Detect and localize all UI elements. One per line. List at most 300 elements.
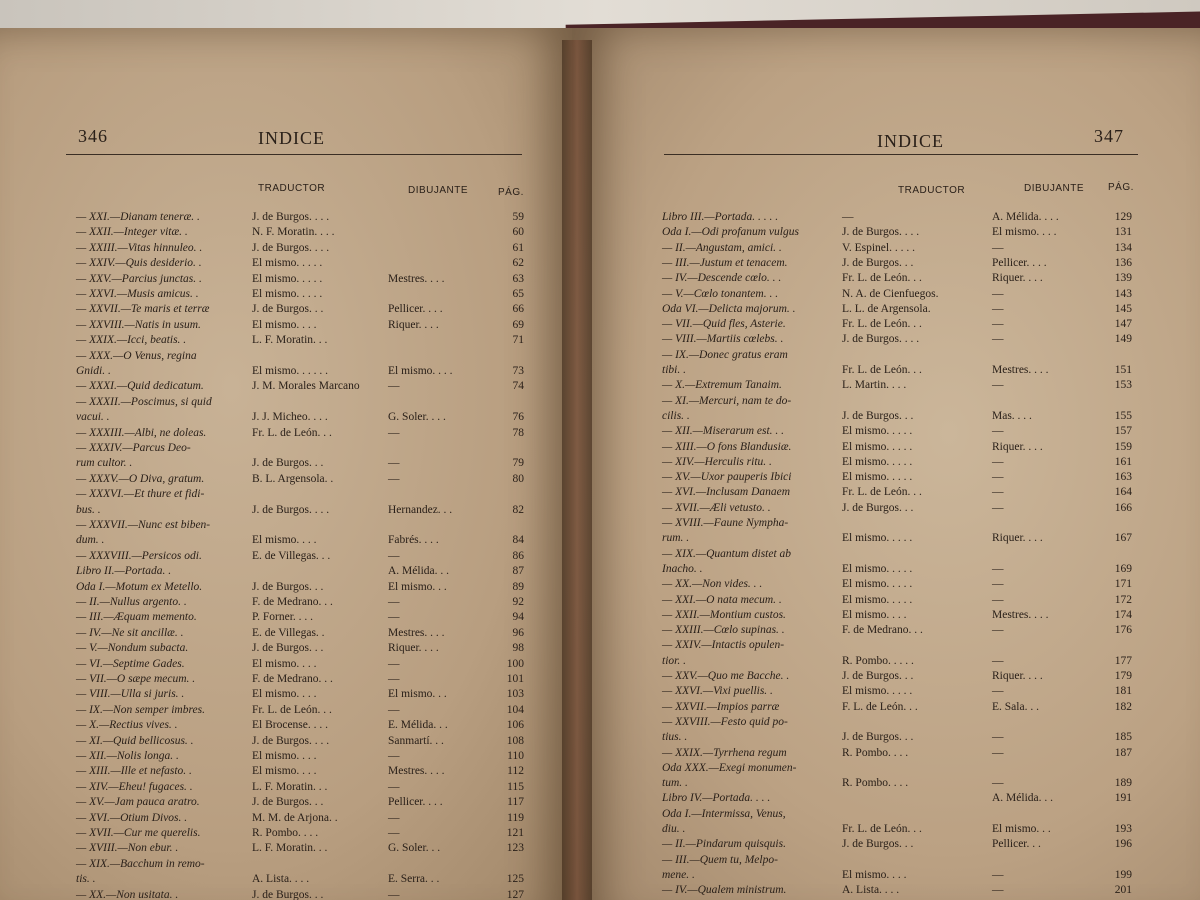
- entry-translator: L. F. Moratin. . .: [252, 334, 328, 347]
- entry-illustrator: —: [388, 827, 400, 839]
- entry-title: Libro IV.—Portada. . . .: [662, 792, 771, 805]
- entry-page: 155: [1114, 409, 1132, 422]
- entry-title: — XXIV.—Quis desiderio. .: [76, 257, 202, 270]
- entry-title: — XXV.—Quo me Bacche. .: [662, 670, 790, 682]
- entry-illustrator: —: [388, 380, 400, 393]
- entry-page: 108: [506, 734, 524, 747]
- entry-title: — XXXIII.—Albi, ne doleas.: [76, 426, 207, 439]
- entry-illustrator: —: [992, 486, 1004, 499]
- entry-title: rum cultor. .: [76, 457, 133, 470]
- entry-title: — XXI.—Dianam teneræ. .: [76, 211, 200, 223]
- entry-translator: F. de Medrano. . .: [252, 596, 333, 608]
- entry-page: 74: [512, 380, 524, 393]
- entry-illustrator: Sanmartí. . .: [388, 734, 444, 747]
- entry-title: Oda I.—Motum ex Metello.: [76, 580, 203, 593]
- entry-translator: El mismo. . . . .: [842, 425, 913, 438]
- entry-page: 172: [1114, 593, 1132, 606]
- entry-illustrator: Riquer. . . .: [388, 642, 439, 655]
- entry-illustrator: Riquer. . . .: [992, 440, 1043, 453]
- entry-title: — XXVIII.—Festo quid po-: [662, 715, 788, 728]
- entry-page: 78: [512, 426, 524, 439]
- entry-title: — XVII.—Cur me querelis.: [76, 827, 201, 839]
- entry-title: bus. .: [76, 503, 101, 516]
- entry-translator: J. de Burgos. . .: [252, 796, 324, 809]
- entry-title: — III.—Quem tu, Melpo-: [662, 853, 778, 866]
- entry-translator: El mismo. . . .: [842, 868, 907, 881]
- entry-illustrator: —: [992, 302, 1004, 315]
- entry-title: — V.—Nondum subacta.: [76, 642, 189, 655]
- entry-page: 196: [1114, 838, 1132, 851]
- entry-page: 117: [507, 796, 524, 809]
- entry-page: 60: [512, 226, 524, 239]
- entry-title: diu. .: [662, 823, 686, 835]
- entry-translator: El mismo. . . . .: [252, 257, 323, 270]
- entry-title: Libro III.—Portada. . . . .: [662, 211, 779, 223]
- entry-page: 89: [512, 580, 524, 593]
- entry-page: 115: [507, 780, 524, 793]
- entry-illustrator: Pellicer. . . .: [388, 303, 443, 316]
- col-translator-right: TRADUCTOR: [898, 185, 966, 196]
- entry-illustrator: —: [388, 780, 400, 793]
- entry-page: 98: [512, 642, 524, 655]
- entry-title: — VI.—Septime Gades.: [76, 657, 185, 670]
- col-translator-left: TRADUCTOR: [258, 183, 326, 194]
- entry-page: 110: [507, 750, 524, 762]
- entry-illustrator: Fabrés. . . .: [388, 534, 439, 547]
- entry-illustrator: —: [388, 750, 400, 762]
- entry-page: 179: [1114, 670, 1132, 682]
- entry-title: — XIX.—Quantum distet ab: [662, 547, 792, 560]
- entry-translator: El mismo. . . .: [252, 318, 317, 331]
- entry-page: 94: [512, 611, 524, 624]
- entry-title: — XXII.—Integer vitæ. .: [76, 226, 188, 239]
- entry-illustrator: —: [388, 472, 400, 485]
- entry-illustrator: Pellicer. . . .: [388, 796, 443, 809]
- entry-translator: J. de Burgos. . .: [842, 256, 914, 269]
- entry-illustrator: Riquer. . . .: [388, 318, 439, 331]
- entry-illustrator: Riquer. . . .: [992, 272, 1043, 285]
- entry-illustrator: G. Soler. . .: [388, 842, 441, 855]
- entry-page: 151: [1114, 364, 1132, 376]
- entry-translator: El mismo. . . .: [252, 688, 317, 701]
- entry-page: 143: [1114, 287, 1132, 300]
- entry-illustrator: —: [992, 501, 1004, 514]
- entry-translator: J. de Burgos. . .: [842, 838, 914, 851]
- entry-page: 134: [1114, 241, 1132, 254]
- entry-translator: J. de Burgos. . .: [252, 457, 324, 470]
- header-rule-right: [664, 154, 1138, 155]
- entry-title: Oda XXX.—Exegi monumen-: [662, 761, 797, 774]
- entry-translator: Fr. L. de León. . .: [842, 318, 922, 331]
- entry-translator: Fr. L. de León. . .: [842, 272, 922, 285]
- entry-illustrator: —: [992, 318, 1004, 331]
- entry-illustrator: Mestres. . . .: [388, 626, 445, 639]
- entry-title: Oda I.—Intermissa, Venus,: [662, 807, 786, 820]
- entry-page: 112: [507, 765, 524, 778]
- entry-illustrator: —: [992, 624, 1004, 637]
- entry-title: — IX.—Donec gratus eram: [662, 348, 788, 361]
- entry-illustrator: —: [388, 811, 400, 824]
- entry-title: — X.—Extremum Tanaim.: [662, 379, 782, 392]
- entry-illustrator: A. Mélida. . .: [992, 792, 1054, 805]
- entry-title: tius. .: [662, 731, 688, 744]
- entry-page: 174: [1114, 608, 1132, 621]
- entry-illustrator: E. Mélida. . .: [388, 719, 448, 732]
- entry-title: — XIII.—O fons Blandusiæ.: [662, 440, 792, 453]
- entry-page: 119: [507, 811, 524, 824]
- entry-illustrator: —: [992, 241, 1004, 254]
- entry-page: 153: [1114, 379, 1132, 392]
- entry-illustrator: A. Mélida. . . .: [992, 211, 1059, 223]
- entry-illustrator: —: [992, 425, 1004, 438]
- entry-title: Libro II.—Portada. .: [76, 565, 172, 578]
- entry-translator: El mismo. . . .: [252, 657, 317, 670]
- entry-page: 187: [1114, 746, 1132, 759]
- entry-translator: J. de Burgos. . .: [252, 642, 324, 655]
- index-row: [572, 884, 1200, 900]
- entry-title: — XXVIII.—Natis in usum.: [76, 318, 201, 331]
- entry-page: 201: [1114, 884, 1132, 897]
- entry-title: — XXXIV.—Parcus Deo-: [76, 442, 191, 454]
- entry-illustrator: Hernandez. . .: [388, 503, 453, 516]
- entry-title: — II.—Nullus argento. .: [76, 596, 187, 608]
- entry-title: Inacho. .: [662, 562, 703, 575]
- entry-title: — II.—Pindarum quisquis.: [662, 838, 786, 851]
- entry-illustrator: El mismo. . . .: [992, 226, 1057, 239]
- entry-translator: L. F. Moratin. . .: [252, 842, 328, 855]
- entry-translator: J. de Burgos. . .: [842, 670, 914, 682]
- entry-translator: N. F. Moratin. . . .: [252, 226, 335, 239]
- entry-title: — VIII.—Ulla si juris. .: [76, 688, 185, 701]
- entry-title: vacui. .: [76, 411, 110, 424]
- entry-title: — XI.—Quid bellicosus. .: [76, 734, 194, 747]
- entry-title: — XXVI.—Musis amicus. .: [76, 288, 199, 300]
- entry-page: 193: [1114, 823, 1132, 835]
- entry-page: 106: [506, 719, 524, 732]
- entry-page: 185: [1114, 731, 1132, 744]
- col-illustrator-right: DIBUJANTE: [1024, 183, 1085, 194]
- running-title-left: INDICE: [258, 128, 325, 148]
- entry-title: — X.—Rectius vives. .: [76, 719, 178, 732]
- entry-illustrator: —: [992, 471, 1004, 484]
- entry-title: — XXXI.—Quid dedicatum.: [76, 380, 204, 393]
- col-page-left: PÁG.: [498, 187, 524, 198]
- entry-title: cilis. .: [662, 409, 690, 422]
- entry-translator: M. M. de Arjona. .: [252, 811, 338, 824]
- entry-title: — IV.—Descende cœlo. . .: [662, 272, 782, 285]
- entry-page: 125: [506, 873, 524, 886]
- entry-translator: —: [842, 211, 854, 223]
- entry-page: 149: [1114, 333, 1132, 346]
- entry-illustrator: —: [992, 746, 1004, 759]
- entry-illustrator: —: [992, 379, 1004, 392]
- entry-illustrator: Pellicer. . . .: [992, 256, 1047, 269]
- entry-translator: E. de Villegas. . .: [252, 549, 331, 562]
- page-number-left: 346: [78, 126, 108, 146]
- entry-page: 96: [512, 626, 524, 639]
- entry-translator: J. de Burgos. . . .: [842, 333, 920, 346]
- entry-title: — XX.—Non vides. . .: [662, 578, 763, 591]
- entry-illustrator: —: [992, 731, 1004, 744]
- entry-page: 84: [512, 534, 524, 547]
- entry-page: 127: [506, 888, 524, 900]
- entry-translator: El mismo. . . . .: [842, 532, 913, 545]
- entry-translator: El mismo. . . .: [252, 750, 317, 762]
- entry-title: tibi. .: [662, 364, 686, 376]
- entry-page: 76: [512, 411, 524, 424]
- entry-translator: F. L. de León. . .: [842, 700, 918, 713]
- entry-page: 103: [506, 688, 524, 701]
- entry-page: 171: [1114, 578, 1132, 591]
- entry-title: — XXVII.—Te maris et terræ: [76, 303, 210, 316]
- entry-page: 147: [1114, 318, 1132, 331]
- entry-title: — XI.—Mercuri, nam te do-: [662, 394, 792, 407]
- entry-illustrator: —: [388, 611, 400, 624]
- entry-illustrator: El mismo. . .: [992, 823, 1051, 835]
- entry-illustrator: Mas. . . .: [992, 409, 1032, 422]
- entry-title: — XXI.—O nata mecum. .: [662, 593, 782, 606]
- entry-title: tum. .: [662, 777, 688, 790]
- entry-title: — XXXVI.—Et thure et fidi-: [76, 488, 205, 501]
- entry-title: — XIV.—Eheu! fugaces. .: [76, 780, 193, 793]
- entry-translator: El mismo. . . . .: [842, 440, 913, 453]
- entry-title: — XXIII.—Cœlo supinas. .: [662, 624, 785, 637]
- entry-title: — II.—Angustam, amici. .: [662, 241, 782, 254]
- entry-page: 87: [512, 565, 524, 578]
- entry-translator: J. de Burgos. . .: [252, 888, 324, 900]
- entry-title: — XXXVII.—Nunc est biben-: [76, 519, 211, 531]
- entry-translator: V. Espinel. . . . .: [842, 241, 915, 254]
- entry-translator: J. de Burgos. . .: [252, 303, 324, 316]
- entry-title: tis. .: [76, 873, 96, 886]
- book-gutter: [562, 40, 592, 900]
- entry-translator: N. A. de Cienfuegos.: [842, 287, 939, 300]
- entry-illustrator: Mestres. . . .: [992, 364, 1049, 376]
- entry-illustrator: —: [992, 562, 1004, 575]
- entry-translator: J. M. Morales Marcano: [252, 380, 360, 393]
- entry-page: 63: [512, 272, 524, 285]
- entry-title: — III.—Justum et tenacem.: [662, 256, 788, 269]
- entry-translator: El mismo. . . .: [842, 608, 907, 621]
- entry-page: 100: [506, 657, 524, 670]
- entry-translator: Fr. L. de León. . .: [842, 364, 922, 376]
- entry-illustrator: E. Sala. . .: [992, 700, 1039, 713]
- entry-title: — XXXII.—Poscimus, si quid: [76, 395, 212, 408]
- right-page: [572, 28, 1200, 900]
- col-illustrator-left: DIBUJANTE: [408, 185, 469, 196]
- entry-title: — XIII.—Ille et nefasto. .: [76, 765, 192, 778]
- entry-page: 136: [1114, 256, 1132, 269]
- entry-translator: F. de Medrano. . .: [842, 624, 923, 637]
- entry-title: Oda I.—Odi profanum vulgus: [662, 226, 799, 239]
- entry-title: — XXVII.—Impios parræ: [662, 700, 780, 713]
- entry-title: — XXII.—Montium custos.: [662, 608, 786, 621]
- entry-page: 164: [1114, 486, 1132, 499]
- entry-translator: J. de Burgos. . .: [252, 580, 324, 593]
- entry-illustrator: El mismo. . .: [388, 688, 447, 701]
- entry-title: Oda VI.—Delicta majorum. .: [662, 302, 796, 315]
- entry-illustrator: —: [992, 654, 1004, 667]
- entry-translator: P. Forner. . . .: [252, 611, 314, 624]
- entry-illustrator: G. Soler. . . .: [388, 411, 446, 424]
- entry-illustrator: Mestres. . . .: [388, 272, 445, 285]
- entry-translator: Fr. L. de León. . .: [252, 703, 332, 716]
- entry-illustrator: —: [992, 333, 1004, 346]
- entry-title: — IV.—Qualem ministrum.: [662, 884, 787, 897]
- entry-title: — XV.—Jam pauca aratro.: [76, 796, 200, 809]
- entry-illustrator: —: [992, 287, 1004, 300]
- entry-translator: J. de Burgos. . . .: [252, 734, 330, 747]
- running-title-right: INDICE: [877, 131, 944, 151]
- entry-illustrator: Pellicer. . .: [992, 838, 1041, 851]
- entry-title: — XII.—Nolis longa. .: [76, 750, 179, 762]
- entry-page: 59: [512, 211, 524, 223]
- entry-title: — IX.—Non semper imbres.: [76, 703, 205, 716]
- entry-translator: El mismo. . . .: [252, 765, 317, 778]
- entry-title: — XXIV.—Intactis opulen-: [662, 639, 785, 652]
- entry-page: 199: [1114, 868, 1132, 881]
- entry-illustrator: —: [388, 888, 400, 900]
- entry-page: 73: [512, 365, 524, 377]
- entry-translator: El mismo. . . . .: [252, 272, 323, 285]
- entry-illustrator: —: [992, 884, 1004, 897]
- entry-translator: El mismo. . . . . .: [252, 365, 329, 377]
- col-page-right: PÁG.: [1108, 182, 1134, 193]
- entry-illustrator: Mestres. . . .: [992, 608, 1049, 621]
- entry-page: 129: [1114, 211, 1132, 223]
- entry-page: 159: [1114, 440, 1132, 453]
- entry-translator: El mismo. . . . .: [252, 288, 323, 300]
- index-row: [0, 889, 578, 900]
- entry-page: 62: [512, 257, 524, 270]
- entry-page: 177: [1114, 654, 1132, 667]
- entry-title: — XVI.—Inclusam Danaem: [662, 486, 791, 499]
- entry-title: — VII.—O sæpe mecum. .: [76, 673, 196, 685]
- entry-title: — VII.—Quid fles, Asterie.: [662, 318, 786, 331]
- entry-page: 71: [512, 334, 524, 347]
- entry-title: — XIV.—Herculis ritu. .: [662, 455, 772, 468]
- entry-title: — XX.—Non usitata. .: [76, 888, 179, 900]
- entry-illustrator: Riquer. . . .: [992, 532, 1043, 545]
- entry-translator: El mismo. . . . .: [842, 685, 913, 698]
- entry-page: 176: [1114, 624, 1132, 637]
- entry-translator: R. Pombo. . . .: [842, 777, 909, 790]
- entry-translator: A. Lista. . . .: [252, 873, 310, 886]
- entry-translator: A. Lista. . . .: [842, 884, 900, 897]
- entry-illustrator: E. Serra. . .: [388, 873, 440, 886]
- entry-page: 92: [512, 596, 524, 608]
- entry-illustrator: —: [388, 673, 400, 685]
- entry-translator: L. Martin. . . .: [842, 379, 907, 392]
- entry-page: 182: [1114, 700, 1132, 713]
- entry-illustrator: —: [388, 426, 400, 439]
- entry-title: tior. .: [662, 654, 686, 667]
- entry-page: 61: [512, 241, 524, 254]
- entry-page: 104: [506, 703, 524, 716]
- entry-page: 86: [512, 549, 524, 562]
- entry-page: 166: [1114, 501, 1132, 514]
- entry-page: 82: [512, 503, 524, 516]
- entry-translator: Fr. L. de León. . .: [842, 823, 922, 835]
- entry-title: — XXIX.—Tyrrhena regum: [662, 746, 787, 759]
- entry-translator: F. de Medrano. . .: [252, 673, 333, 685]
- entry-page: 163: [1114, 471, 1132, 484]
- entry-title: dum. .: [76, 534, 105, 547]
- entry-translator: J. de Burgos. . . .: [252, 241, 330, 254]
- entry-page: 79: [512, 457, 524, 470]
- entry-illustrator: —: [388, 657, 400, 670]
- entry-title: — XXIX.—Icci, beatis. .: [76, 334, 187, 347]
- entry-title: — XXVI.—Vixi puellis. .: [662, 685, 773, 698]
- entry-title: — V.—Cœlo tonantem. . .: [662, 287, 779, 300]
- entry-illustrator: —: [992, 455, 1004, 468]
- entry-page: 65: [512, 288, 524, 300]
- entry-page: 80: [512, 472, 524, 485]
- entry-translator: El mismo. . . . .: [842, 578, 913, 591]
- entry-translator: J. de Burgos. . .: [842, 501, 914, 514]
- left-page: [0, 28, 578, 900]
- entry-title: — XXXV.—O Diva, gratum.: [76, 472, 205, 485]
- entry-translator: El mismo. . . . .: [842, 455, 913, 468]
- entry-title: — XIX.—Bacchum in remo-: [76, 857, 205, 870]
- entry-translator: R. Pombo. . . . .: [842, 654, 914, 667]
- entry-illustrator: —: [388, 703, 400, 716]
- entry-title: — XXV.—Parcius junctas. .: [76, 272, 202, 285]
- entry-page: 189: [1114, 777, 1132, 790]
- entry-translator: El Brocense. . . .: [252, 719, 329, 732]
- entry-page: 121: [506, 827, 524, 839]
- entry-title: — IV.—Ne sit ancillæ. .: [76, 626, 184, 639]
- entry-title: rum. .: [662, 532, 690, 545]
- entry-translator: J. de Burgos. . .: [842, 409, 914, 422]
- entry-title: — XXX.—O Venus, regina: [76, 349, 197, 362]
- entry-title: — XVIII.—Faune Nympha-: [662, 517, 789, 529]
- entry-page: 167: [1114, 532, 1132, 545]
- entry-illustrator: Riquer. . . .: [992, 670, 1043, 682]
- entry-page: 66: [512, 303, 524, 316]
- entry-illustrator: Mestres. . . .: [388, 765, 445, 778]
- entry-illustrator: —: [388, 457, 400, 470]
- entry-title: — XVII.—Æli vetusto. .: [662, 501, 771, 514]
- entry-translator: El mismo. . . . .: [842, 471, 913, 484]
- page-number-right: 347: [1094, 126, 1124, 146]
- entry-title: — XII.—Miserarum est. . .: [662, 425, 785, 438]
- entry-translator: J. de Burgos. . . .: [252, 211, 330, 223]
- entry-title: — XV.—Uxor pauperis Ibici: [662, 471, 792, 484]
- entry-translator: B. L. Argensola. .: [252, 472, 334, 485]
- entry-translator: El mismo. . . .: [252, 534, 317, 547]
- entry-page: 101: [506, 673, 524, 685]
- entry-translator: J. J. Micheo. . . .: [252, 411, 328, 424]
- entry-page: 157: [1114, 425, 1132, 438]
- entry-translator: L. F. Moratin. . .: [252, 780, 328, 793]
- entry-translator: El mismo. . . . .: [842, 562, 913, 575]
- entry-title: Gnidi. .: [76, 365, 111, 377]
- entry-translator: J. de Burgos. . .: [842, 731, 914, 744]
- entry-translator: J. de Burgos. . . .: [842, 226, 920, 239]
- entry-page: 169: [1114, 562, 1132, 575]
- entry-page: 69: [512, 318, 524, 331]
- entry-page: 123: [506, 842, 524, 855]
- entry-illustrator: —: [992, 868, 1004, 881]
- entry-translator: R. Pombo. . . .: [252, 827, 319, 839]
- entry-illustrator: —: [388, 549, 400, 562]
- entry-page: 131: [1114, 226, 1132, 239]
- entry-translator: Fr. L. de León. . .: [252, 426, 332, 439]
- entry-illustrator: El mismo. . . .: [388, 365, 453, 377]
- entry-title: — XXIII.—Vitas hinnuleo. .: [76, 241, 203, 254]
- entry-translator: Fr. L. de León. . .: [842, 486, 922, 499]
